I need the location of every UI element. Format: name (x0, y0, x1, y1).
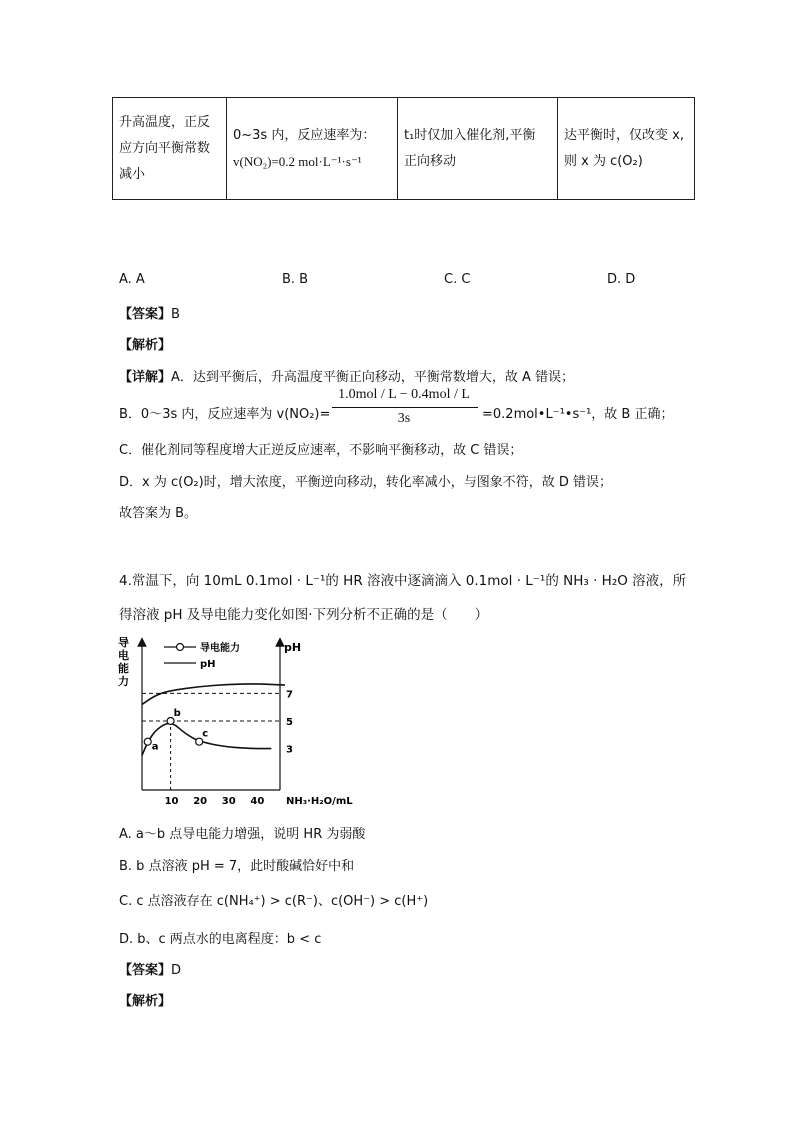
cell-b-line1: 0~3s 内，反应速率为： (233, 127, 376, 143)
legend (164, 641, 240, 670)
conductivity-ph-chart (118, 632, 353, 812)
table-cell-b (227, 98, 398, 200)
detail-a-text: A．达到平衡后，升高温度平衡正向移动，平衡常数增大，故 A 错误； (171, 370, 575, 385)
x-tick-10: 10 (164, 796, 179, 807)
series-line-ph (142, 684, 285, 704)
cell-a-line2: 应方向平衡常数 (119, 140, 211, 156)
q3-detail-a (119, 366, 574, 385)
q4-stem-line2: 得溶液 pH 及导电能力变化如图·下列分析不正确的是（ ） (119, 607, 489, 623)
answer-value: B (171, 307, 180, 322)
point-label-a: a (151, 741, 159, 753)
q3-detail-d: D．x 为 c(O₂)时，增大浓度，平衡逆向移动，转化率减小，与图象不符，故 D 错误； (119, 475, 612, 490)
q3-detail-c: C．催化剂同等程度增大正逆反应速率，不影响平衡移动，故 C 错误； (119, 443, 523, 458)
point-label-b: b (173, 708, 181, 719)
cell-c-line2: 正向移动 (404, 153, 457, 169)
data-point-a (144, 738, 151, 745)
q4-option-c: C. c 点溶液存在 c(NH₄⁺) > c(R⁻)、c(OH⁻) > c(H⁺) (119, 894, 429, 909)
x-tick-20: 20 (193, 796, 208, 807)
q4-answer-value: D (171, 963, 182, 978)
fraction-numerator: 1.0mol / L − 0.4mol / L (338, 387, 470, 402)
y-axis-label-left: 导电能力 (118, 636, 129, 688)
cell-a-line1: 升高温度，正反 (119, 114, 211, 130)
q4-option-d: D. b、c 两点水的电离程度：b < c (119, 932, 322, 947)
cell-b-line2: v(NO₂)=0.2 mol·L⁻¹·s⁻¹ (233, 153, 362, 169)
cell-d-line1: 达平衡时，仅改变 x, (564, 127, 684, 143)
x-tick-40: 40 (250, 796, 265, 807)
cell-c-line1: t₁时仅加入催化剂,平衡 (404, 127, 536, 143)
detail-label: 【详解】 (119, 370, 172, 385)
table-cell-c (398, 98, 558, 200)
x-axis-label: NH₃·H₂O/mL (286, 796, 353, 807)
answer-label: 【答案】 (119, 307, 172, 322)
q4-stem-line1: 4.常温下，向 10mL 0.1mol · L⁻¹的 HR 溶液中逐滴滴入 0.1mol · L⁻¹的 NH₃ · H₂O 溶液，所 (119, 573, 687, 589)
cell-a-line3: 减小 (119, 166, 146, 182)
q4-analysis-label: 【解析】 (119, 994, 172, 1009)
choice-b: B. B (282, 272, 309, 287)
table-cell-a (113, 98, 227, 200)
plot-area (142, 684, 293, 807)
q3-detail-b-post: =0.2mol•L⁻¹•s⁻¹，故 B 正确； (482, 407, 674, 422)
q4-option-a: A. a～b 点导电能力增强，说明 HR 为弱酸 (119, 827, 366, 842)
q3-analysis-label: 【解析】 (119, 338, 172, 353)
options-table (112, 97, 695, 200)
y-axis-label-right: pH (284, 641, 302, 654)
choice-d: D. D (607, 272, 636, 287)
legend-text-conductivity: 导电能力 (200, 643, 240, 654)
point-label-c: c (202, 728, 209, 740)
legend-marker-conductivity (177, 644, 184, 651)
ph-tick-5: 5 (286, 717, 293, 728)
q3-answer (119, 303, 180, 322)
table-cell-d (558, 98, 695, 200)
choice-c: C. C (444, 272, 471, 287)
q3-conclusion: 故答案为 B。 (119, 506, 198, 521)
cell-d-line2: 则 x 为 c(O₂) (564, 153, 643, 169)
choice-a: A. A (119, 272, 145, 287)
ph-tick-7: 7 (286, 689, 293, 701)
fraction-bar (332, 407, 478, 408)
legend-text-ph: pH (200, 659, 216, 670)
x-tick-30: 30 (221, 796, 236, 807)
q3-detail-b-pre: B．0～3s 内，反应速率为 v(NO₂)= (119, 407, 331, 422)
ph-tick-3: 3 (286, 744, 293, 756)
q4-answer (119, 959, 181, 978)
q4-option-b: B. b 点溶液 pH = 7，此时酸碱恰好中和 (119, 859, 355, 874)
fraction-denominator: 3s (397, 411, 411, 426)
q4-answer-label: 【答案】 (119, 963, 172, 978)
